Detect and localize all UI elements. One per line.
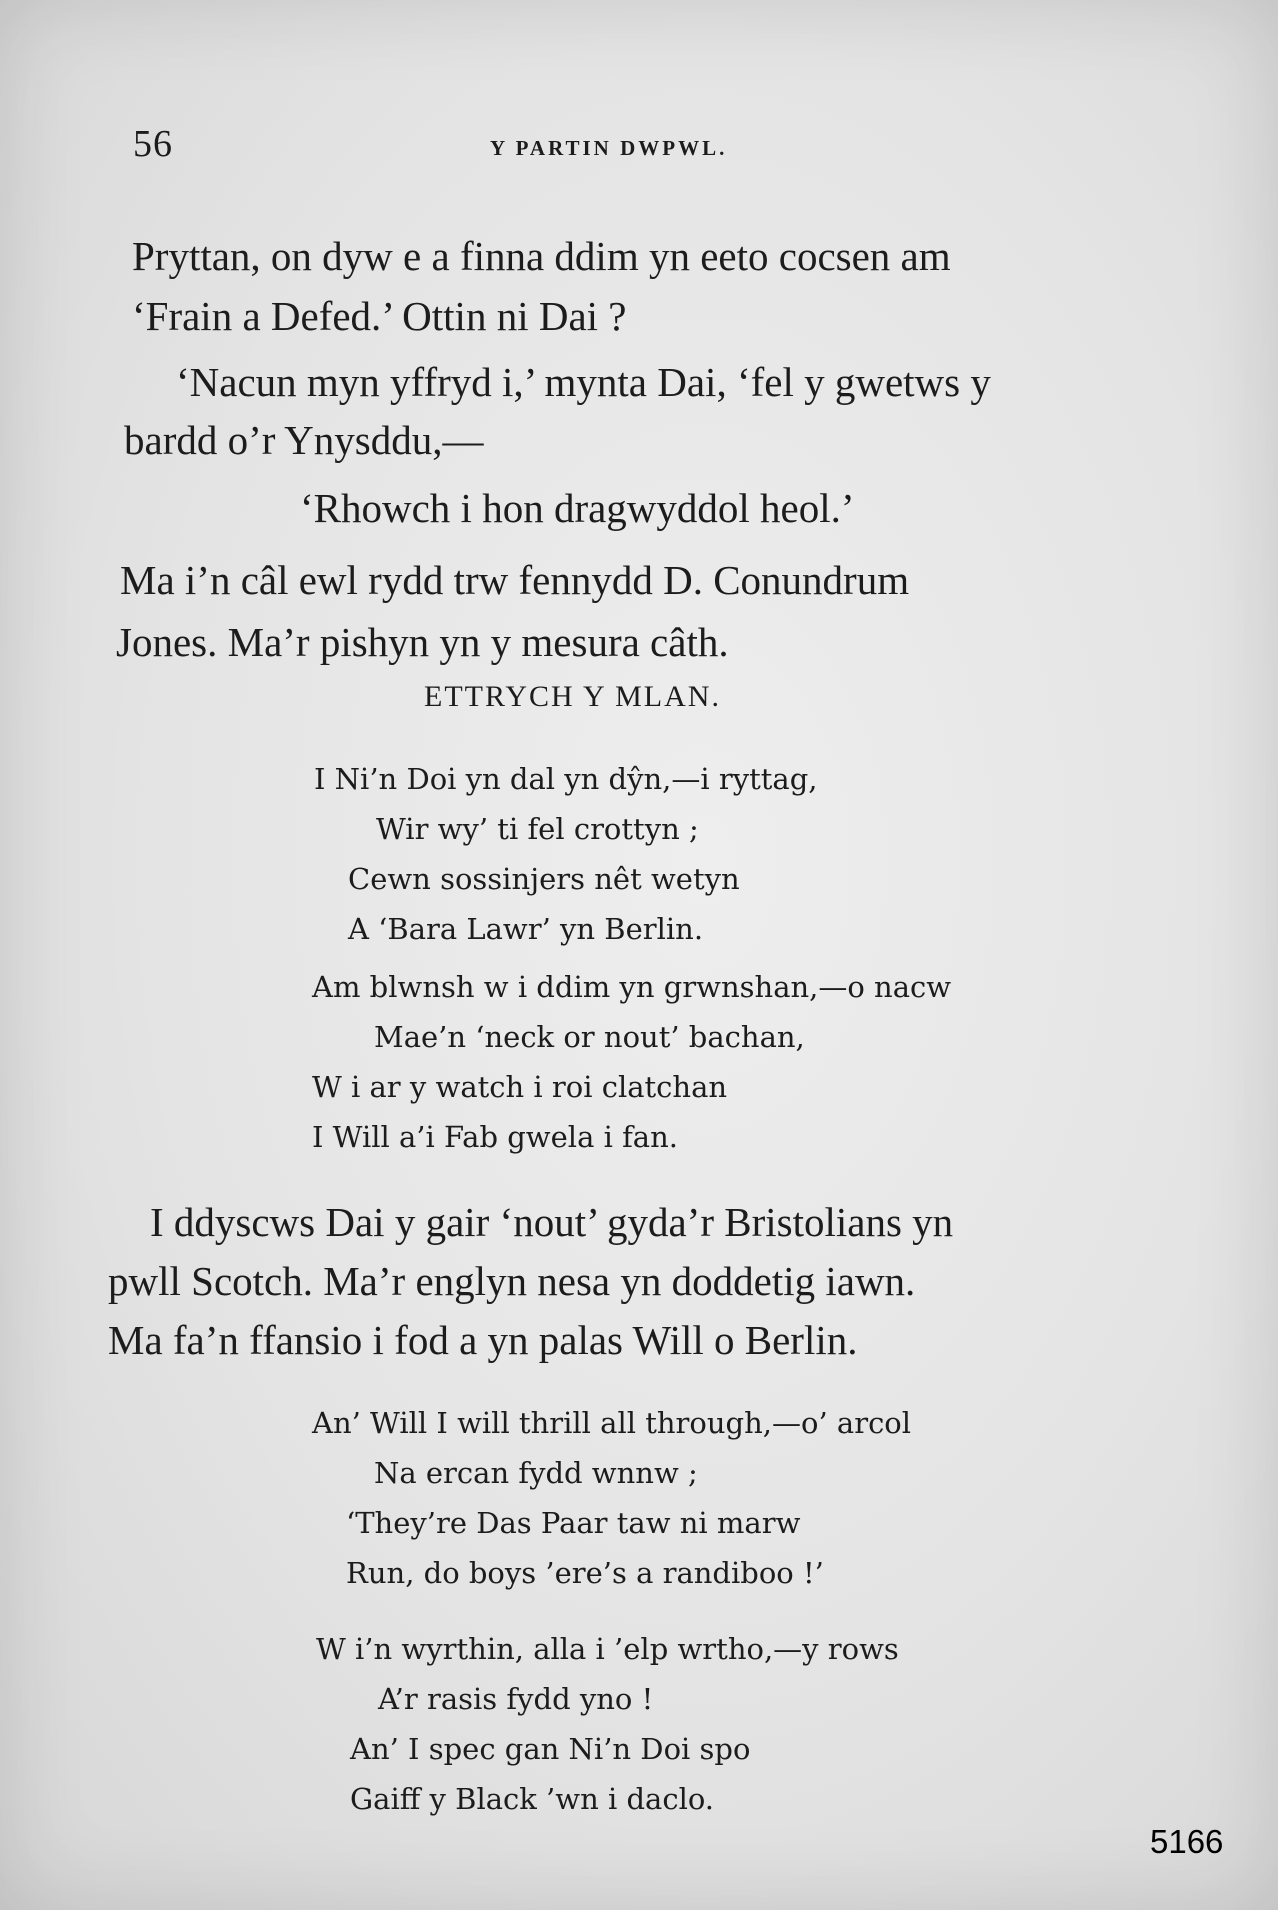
prose-line-text: Jones. Ma’r pishyn yn y mesura câth. [116, 619, 729, 665]
verse-line: Cewn sossinjers nêt wetyn [348, 862, 740, 896]
page-number: 56 [133, 123, 173, 165]
verse-line: I Will a’i Fab gwela i fan. [312, 1120, 678, 1154]
prose-line [116, 612, 729, 672]
verse-line: Gaiff y Black ’wn i daclo. [350, 1782, 715, 1816]
verse-line: A ‘Bara Lawr’ yn Berlin. [348, 912, 704, 946]
verse-line: An’ I spec gan Ni’n Doi spo [350, 1732, 751, 1766]
prose-line-text: pwll Scotch. Ma’r englyn nesa yn doddetig iawn. [108, 1258, 916, 1304]
prose-line [132, 286, 626, 346]
prose-line [176, 352, 991, 412]
verse-line: ‘They’re Das Paar taw ni marw [346, 1506, 801, 1540]
prose-line-text: ‘Nacun myn yffryd i,’ mynta Dai, ‘fel y gwetws y [176, 359, 991, 405]
prose-line-text: I ddyscws Dai y gair ‘nout’ gyda’r Bristolians yn [150, 1199, 954, 1245]
prose-line [108, 1310, 857, 1370]
stanza [312, 1398, 911, 1598]
prose-line-text: ‘Frain a Defed.’ Ottin ni Dai ? [132, 293, 627, 339]
prose-line [132, 226, 951, 286]
poem-title: ETTRYCH Y MLAN. [424, 680, 721, 713]
verse-line: Run, do boys ’ere’s a randiboo !’ [346, 1556, 824, 1590]
prose-line-text: Ma i’n câl ewl rydd trw fennydd D. Conundrum [120, 557, 910, 603]
verse-line: An’ Will I will thrill all through,—o’ arcol [312, 1406, 912, 1440]
catalog-number: 5166 [1150, 1823, 1224, 1860]
prose-line [120, 550, 909, 610]
verse-line: Na ercan fydd wnnw ; [374, 1456, 698, 1490]
prose-line-text: ‘Rhowch i hon dragwyddol heol.’ [300, 485, 855, 531]
prose-line [124, 410, 483, 470]
prose-line [150, 1192, 953, 1252]
prose-line-text: bardd o’r Ynysddu,— [124, 417, 484, 463]
quoted-verse-line [300, 478, 855, 538]
stanza [312, 962, 951, 1162]
verse-line: Am blwnsh w i ddim yn grwnshan,—o nacw [312, 970, 952, 1004]
verse-line: Mae’n ‘neck or nout’ bachan, [374, 1020, 805, 1054]
stanza [316, 1624, 899, 1824]
verse-line: W i ar y watch i roi clatchan [312, 1070, 728, 1104]
verse-line: I Ni’n Doi yn dal yn dŷn,—i ryttag, [314, 762, 818, 796]
verse-line: W i’n wyrthin, alla i ’elp wrtho,—y rows [316, 1632, 899, 1666]
stanza [314, 754, 818, 954]
verse-line: Wir wy’ ti fel crottyn ; [376, 812, 699, 846]
running-title: Y PARTIN DWPWL. [490, 136, 728, 160]
prose-line [108, 1251, 915, 1311]
prose-line-text: Ma fa’n ffansio i fod a yn palas Will o Berlin. [108, 1317, 858, 1363]
verse-line: A’r rasis fydd yno ! [378, 1682, 654, 1716]
prose-line-text: Pryttan, on dyw e a finna ddim yn eeto cocsen am [132, 233, 951, 279]
